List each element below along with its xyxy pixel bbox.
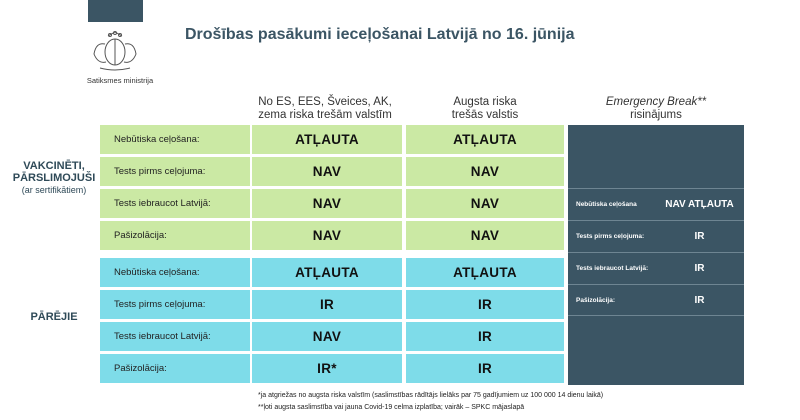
group-label-others: PĀRĒJIE (30, 311, 78, 323)
header-bar (88, 0, 143, 22)
coat-of-arms-logo (88, 30, 142, 72)
vaccinated-row-label: Tests pirms ceļojuma: (100, 157, 250, 186)
emergency-row-label: Pašizolācija: (576, 296, 616, 304)
footnote-high-risk: *ja atgriežas no augsta riska valstīm (saslimstības rādītājs lielāks par 75 gadījumiem uz 100 000 14 dienu laikā) (258, 392, 604, 399)
others-high-risk-value: ATĻAUTA (406, 258, 564, 287)
vaccinated-high-risk-value: NAV (406, 221, 564, 250)
column-header-emergency-break: Emergency Break** risinājums (605, 96, 707, 121)
others-low-risk-value: NAV (252, 322, 402, 351)
others-row-label: Tests iebraucot Latvijā: (100, 322, 250, 351)
footnote-emergency-break: **ļoti augsta saslimstība vai jauna Covid-19 celma izplatība; vairāk – SPKC mājaslapā (258, 404, 525, 411)
vaccinated-high-risk-value: ATĻAUTA (406, 125, 564, 154)
others-row-label: Nebūtiska ceļošana: (100, 258, 250, 287)
emergency-row-label: Nebūtiska ceļošana (576, 201, 637, 208)
emergency-row-value: NAV ATĻAUTA (665, 199, 734, 210)
others-row-label: Pašizolācija: (100, 354, 250, 383)
others-high-risk-value: IR (406, 354, 564, 383)
emergency-row (568, 220, 744, 252)
others-low-risk-value: IR* (252, 354, 402, 383)
column-header-low-risk: No ES, EES, Šveices, AK, zema riska trešām valstīm (258, 96, 392, 121)
vaccinated-low-risk-value: NAV (252, 221, 402, 250)
vaccinated-high-risk-value: NAV (406, 157, 564, 186)
emergency-row-label: Tests iebraucot Latvijā: (576, 265, 649, 272)
vaccinated-high-risk-value: NAV (406, 189, 564, 218)
emergency-row (568, 284, 744, 316)
emergency-row-value: IR (694, 294, 705, 306)
page-title: Drošības pasākumi ieceļošanai Latvijā no 16. jūnija (185, 26, 575, 43)
vaccinated-row-label: Tests iebraucot Latvijā: (100, 189, 250, 218)
emergency-row (568, 188, 744, 220)
column-header-high-risk: Augsta riska trešās valstis (451, 96, 519, 121)
others-low-risk-value: IR (252, 290, 402, 319)
vaccinated-row-label: Pašizolācija: (100, 221, 250, 250)
emergency-row-value: IR (694, 231, 705, 242)
vaccinated-low-risk-value: NAV (252, 157, 402, 186)
others-high-risk-value: IR (406, 290, 564, 319)
others-row-label: Tests pirms ceļojuma: (100, 290, 250, 319)
vaccinated-low-risk-value: NAV (252, 189, 402, 218)
others-high-risk-value: IR (406, 322, 564, 351)
others-low-risk-value: ATĻAUTA (252, 258, 402, 287)
group-label-vaccinated: VAKCINĒTI, PĀRSLIMOJUŠI (ar sertifikātiem) (12, 160, 96, 195)
emergency-row (568, 252, 744, 284)
vaccinated-low-risk-value: ATĻAUTA (252, 125, 402, 154)
emergency-row-label: Tests pirms ceļojuma: (576, 233, 645, 240)
ministry-caption: Satiksmes ministrija (86, 76, 154, 85)
vaccinated-row-label: Nebūtiska ceļošana: (100, 125, 250, 154)
emergency-row-value: IR (694, 263, 705, 274)
